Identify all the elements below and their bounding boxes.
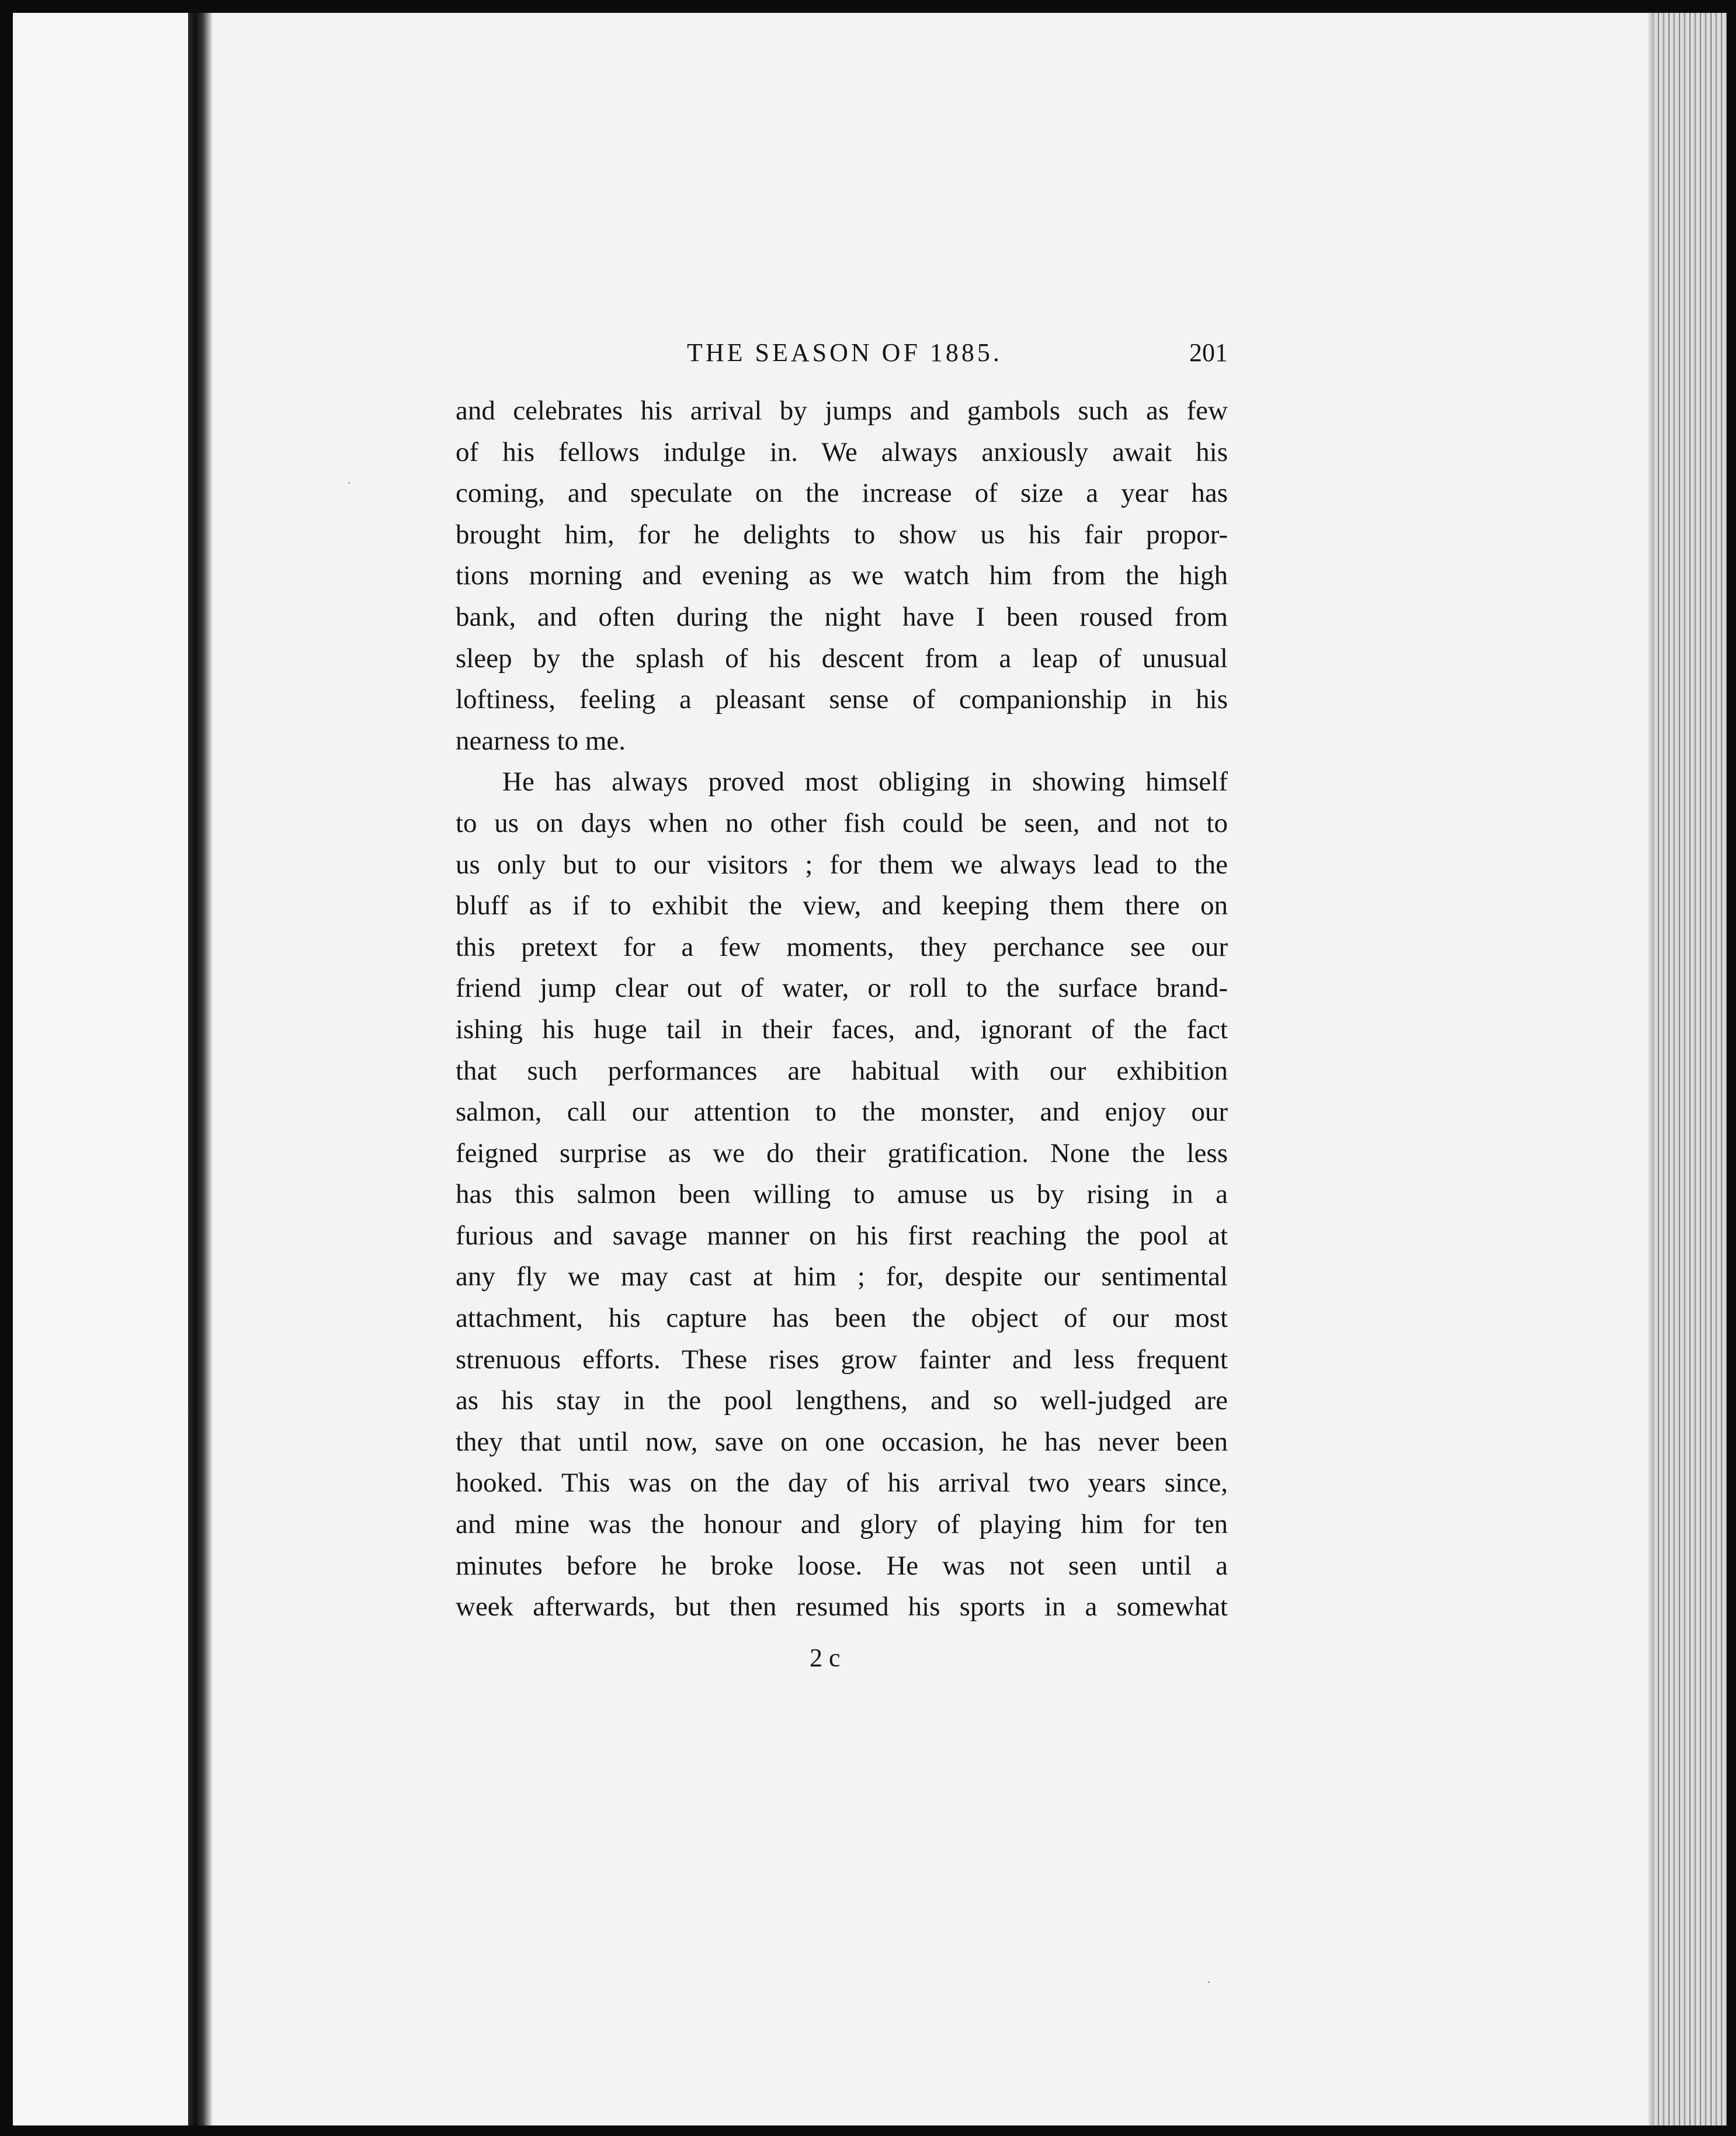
- scan-border-bottom: [0, 2125, 1736, 2136]
- page-number: 201: [1189, 338, 1228, 367]
- body-text: [456, 390, 1228, 1628]
- text-line: strenuous efforts. These rises grow fainter and less frequent: [456, 1344, 1228, 1375]
- text-line: loftiness, feeling a pleasant sense of companionship in his: [456, 684, 1228, 715]
- paper-speck: ·: [1207, 1975, 1211, 1989]
- text-line: minutes before he broke loose. He was not seen until a: [456, 1550, 1228, 1581]
- text-line: brought him, for he delights to show us his fair propor-: [456, 519, 1228, 550]
- text-line: and celebrates his arrival by jumps and gambols such as few: [456, 396, 1228, 426]
- text-line: this pretext for a few moments, they perchance see our: [456, 931, 1228, 962]
- text-line: ishing his huge tail in their faces, and, ignorant of the fact: [456, 1014, 1228, 1045]
- text-line: bluff as if to exhibit the view, and keeping them there on: [456, 890, 1228, 921]
- text-line: friend jump clear out of water, or roll to the surface brand-: [456, 973, 1228, 1004]
- signature-mark: 2 c: [810, 1643, 841, 1672]
- text-line: attachment, his capture has been the object of our most: [456, 1303, 1228, 1334]
- text-line: bank, and often during the night have I been roused from: [456, 601, 1228, 632]
- text-line: tions morning and evening as we watch him from the high: [456, 560, 1228, 591]
- text-line: any fly we may cast at him ; for, despite our sentimental: [456, 1261, 1228, 1292]
- running-title: THE SEASON OF 1885.: [687, 338, 1002, 367]
- running-head: [453, 334, 1228, 372]
- text-line: they that until now, save on one occasion, he has never been: [456, 1426, 1228, 1457]
- paper-speck: ·: [347, 476, 352, 490]
- text-line: salmon, call our attention to the monster, and enjoy our: [456, 1097, 1228, 1128]
- stacked-page-edges: [1654, 13, 1727, 2125]
- text-line: coming, and speculate on the increase of size a year has: [456, 478, 1228, 509]
- text-line: has this salmon been willing to amuse us by rising in a: [456, 1179, 1228, 1210]
- text-line: to us on days when no other fish could be seen, and not to: [456, 807, 1228, 838]
- scan-border-top: [0, 0, 1736, 13]
- text-line: of his fellows indulge in. We always anxiously await his: [456, 436, 1228, 467]
- text-line: that such performances are habitual with our exhibition: [456, 1055, 1228, 1086]
- text-line: sleep by the splash of his descent from a leap of unusual: [456, 643, 1228, 674]
- text-line: hooked. This was on the day of his arrival two years since,: [456, 1468, 1228, 1499]
- text-line: He has always proved most obliging in showing himself: [502, 767, 1228, 797]
- text-line: nearness to me.: [456, 725, 626, 756]
- scan-border-left: [0, 0, 13, 2136]
- text-line: feigned surprise as we do their gratification. None the less: [456, 1138, 1228, 1168]
- text-line: furious and savage manner on his first reaching the pool at: [456, 1220, 1228, 1251]
- scan-border-right: [1727, 0, 1736, 2136]
- text-line: as his stay in the pool lengthens, and so well-judged are: [456, 1385, 1228, 1416]
- facing-page-left: [13, 13, 188, 2125]
- text-line: and mine was the honour and glory of playing him for ten: [456, 1509, 1228, 1540]
- book-gutter: [188, 6, 213, 2136]
- text-line: week afterwards, but then resumed his sports in a somewhat: [456, 1591, 1228, 1622]
- text-line: us only but to our visitors ; for them we always lead to the: [456, 849, 1228, 880]
